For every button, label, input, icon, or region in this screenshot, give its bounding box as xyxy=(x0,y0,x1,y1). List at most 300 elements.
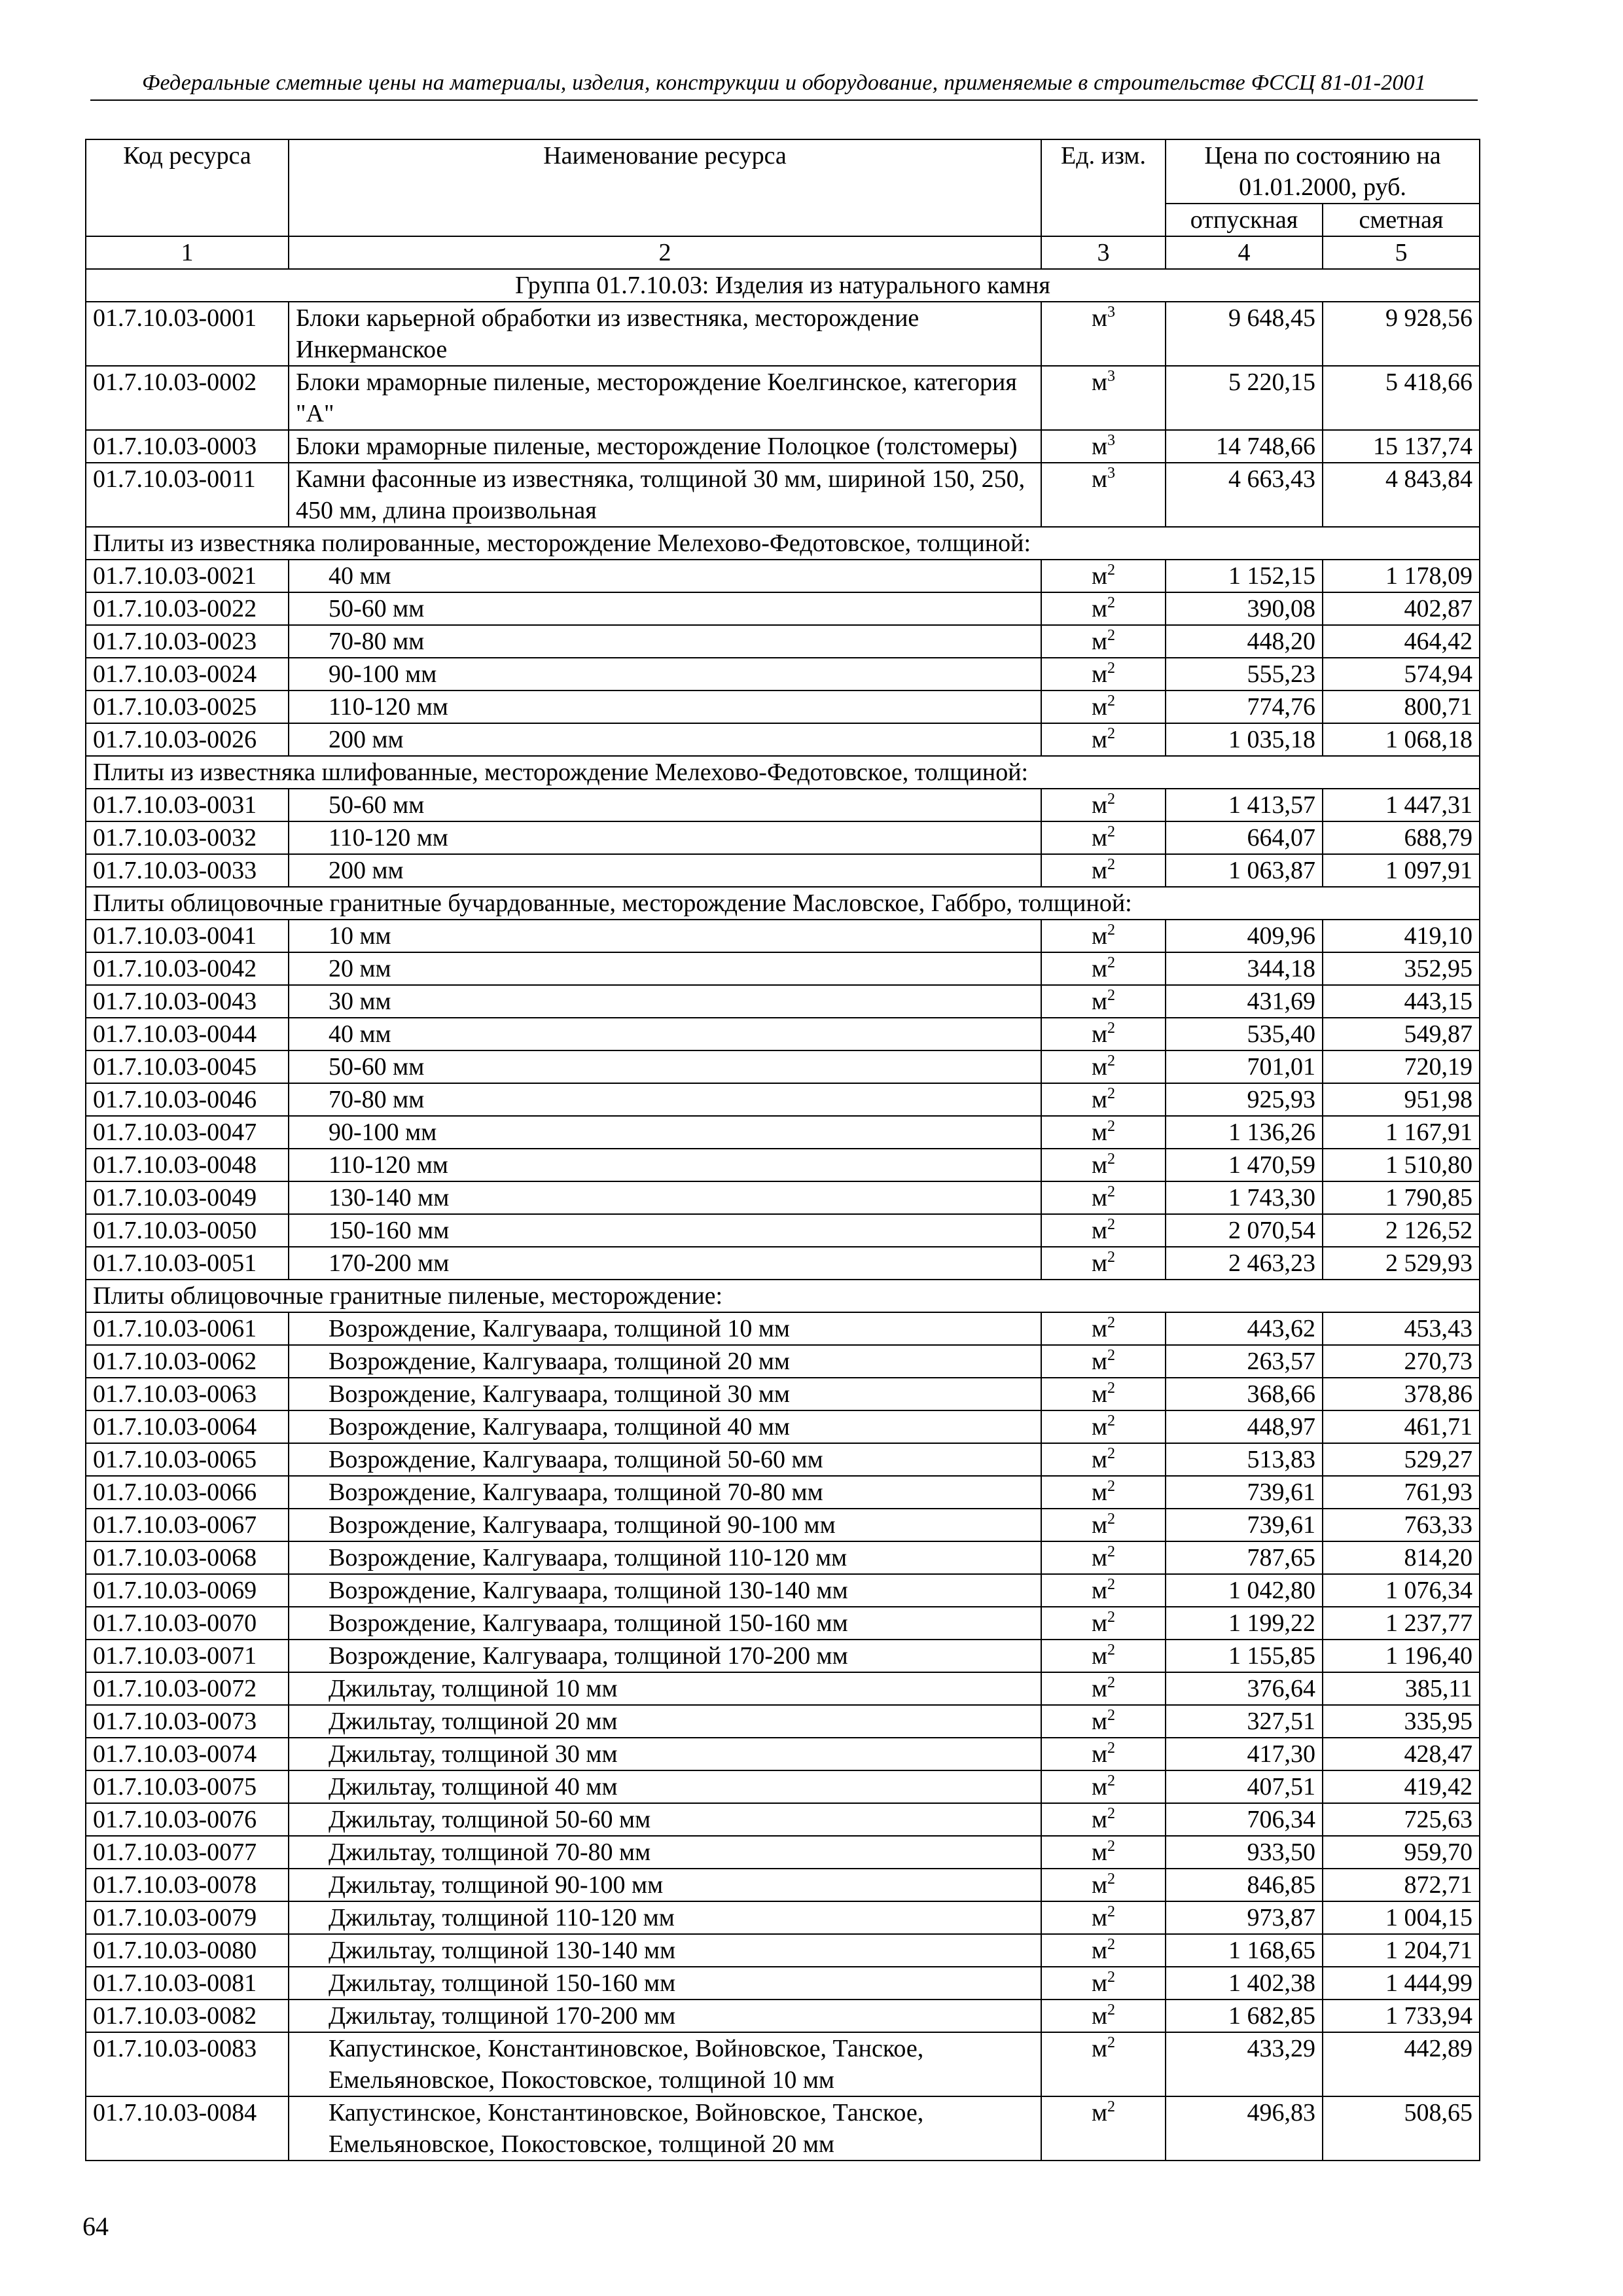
estimate-price: 1 097,91 xyxy=(1323,854,1480,887)
table-row xyxy=(86,1803,1480,1836)
unit-cell xyxy=(1041,1050,1166,1083)
estimate-price: 1 167,91 xyxy=(1323,1116,1480,1149)
column-number: 1 xyxy=(86,236,289,269)
unit-power: 2 xyxy=(1107,1936,1116,1953)
unit-power: 2 xyxy=(1107,725,1116,742)
estimate-price: 1 004,15 xyxy=(1323,1901,1480,1934)
table-row xyxy=(86,625,1480,658)
table-row xyxy=(86,1378,1480,1410)
table-row xyxy=(86,1770,1480,1803)
unit-cell xyxy=(1041,1967,1166,2000)
resource-code: 01.7.10.03-0048 xyxy=(86,1149,289,1181)
unit-power: 2 xyxy=(1107,692,1116,709)
resource-code: 01.7.10.03-0069 xyxy=(86,1574,289,1607)
release-price: 1 168,65 xyxy=(1166,1934,1323,1967)
resource-name: Возрождение, Калгуваара, толщиной 50-60 мм xyxy=(289,1443,1041,1476)
release-price: 739,61 xyxy=(1166,1509,1323,1541)
release-price: 739,61 xyxy=(1166,1476,1323,1509)
resource-code: 01.7.10.03-0033 xyxy=(86,854,289,887)
subgroup-label: Плиты из известняка шлифованные, месторождение Мелехово-Федотовское, толщиной: xyxy=(86,756,1480,789)
release-price: 933,50 xyxy=(1166,1836,1323,1869)
unit-power: 2 xyxy=(1107,1576,1116,1593)
unit-power: 2 xyxy=(1107,1151,1116,1168)
resource-code: 01.7.10.03-0050 xyxy=(86,1214,289,1247)
resource-name: 200 мм xyxy=(289,723,1041,756)
unit-base: м xyxy=(1091,2035,1108,2062)
table-row xyxy=(86,430,1480,463)
resource-code: 01.7.10.03-0051 xyxy=(86,1247,289,1280)
unit-cell xyxy=(1041,789,1166,821)
unit-base: м xyxy=(1091,1151,1108,1179)
unit-base: м xyxy=(1091,1708,1108,1735)
table-row xyxy=(86,1181,1480,1214)
release-price: 327,51 xyxy=(1166,1705,1323,1738)
unit-base: м xyxy=(1091,1577,1108,1604)
resource-code: 01.7.10.03-0084 xyxy=(86,2096,289,2161)
unit-power: 2 xyxy=(1107,1249,1116,1266)
resource-name: 50-60 мм xyxy=(289,789,1041,821)
resource-name: 130-140 мм xyxy=(289,1181,1041,1214)
estimate-price: 725,63 xyxy=(1323,1803,1480,1836)
table-row xyxy=(86,1050,1480,1083)
estimate-price: 763,33 xyxy=(1323,1509,1480,1541)
resource-name: Капустинское, Константиновское, Войновское, Танское, Емельяновское, Покостовское, толщиной 10 мм xyxy=(289,2032,1041,2096)
unit-base: м xyxy=(1091,368,1108,396)
unit-power: 2 xyxy=(1107,1707,1116,1724)
unit-cell xyxy=(1041,560,1166,592)
column-number: 4 xyxy=(1166,236,1323,269)
column-number: 3 xyxy=(1041,236,1166,269)
unit-power: 2 xyxy=(1107,1641,1116,1659)
estimate-price: 1 733,94 xyxy=(1323,2000,1480,2032)
resource-name: Возрождение, Калгуваара, толщиной 130-140 мм xyxy=(289,1574,1041,1607)
estimate-price: 5 418,66 xyxy=(1323,366,1480,430)
release-price: 535,40 xyxy=(1166,1018,1323,1050)
resource-code: 01.7.10.03-0001 xyxy=(86,302,289,366)
unit-base: м xyxy=(1091,1904,1108,1931)
unit-base: м xyxy=(1091,1969,1108,1997)
table-row xyxy=(86,1443,1480,1476)
table-row xyxy=(86,1541,1480,1574)
resource-name: Возрождение, Калгуваара, толщиной 70-80 мм xyxy=(289,1476,1041,1509)
release-price: 433,29 xyxy=(1166,2032,1323,2096)
resource-code: 01.7.10.03-0003 xyxy=(86,430,289,463)
estimate-price: 4 843,84 xyxy=(1323,463,1480,527)
unit-base: м xyxy=(1091,595,1108,622)
unit-cell xyxy=(1041,1640,1166,1672)
resource-name: 150-160 мм xyxy=(289,1214,1041,1247)
table-row xyxy=(86,1967,1480,2000)
release-price: 409,96 xyxy=(1166,920,1323,952)
resource-code: 01.7.10.03-0049 xyxy=(86,1181,289,1214)
unit-base: м xyxy=(1091,1217,1108,1244)
resource-code: 01.7.10.03-0083 xyxy=(86,2032,289,2096)
resource-name: 170-200 мм xyxy=(289,1247,1041,1280)
unit-power: 2 xyxy=(1107,1772,1116,1789)
resource-name: 40 мм xyxy=(289,560,1041,592)
release-price: 664,07 xyxy=(1166,821,1323,854)
subgroup-row xyxy=(86,1280,1480,1312)
subgroup-label: Плиты облицовочные гранитные пиленые, месторождение: xyxy=(86,1280,1480,1312)
table-row xyxy=(86,1214,1480,1247)
unit-cell xyxy=(1041,1443,1166,1476)
subgroup-label: Плиты облицовочные гранитные бучардованные, месторождение Масловское, Габбро, толщиной: xyxy=(86,887,1480,920)
unit-cell xyxy=(1041,1116,1166,1149)
table-row xyxy=(86,1345,1480,1378)
header-price-group xyxy=(1166,139,1480,204)
resource-code: 01.7.10.03-0023 xyxy=(86,625,289,658)
resource-code: 01.7.10.03-0063 xyxy=(86,1378,289,1410)
estimate-price: 2 529,93 xyxy=(1323,1247,1480,1280)
unit-power: 2 xyxy=(1107,1216,1116,1233)
table-row xyxy=(86,560,1480,592)
release-price: 263,57 xyxy=(1166,1345,1323,1378)
resource-code: 01.7.10.03-0042 xyxy=(86,952,289,985)
unit-power: 2 xyxy=(1107,2001,1116,2018)
estimate-price: 688,79 xyxy=(1323,821,1480,854)
table-row xyxy=(86,592,1480,625)
unit-base: м xyxy=(1091,2002,1108,2030)
header-estimate: сметная xyxy=(1323,204,1480,236)
unit-base: м xyxy=(1091,1446,1108,1473)
resource-name: 110-120 мм xyxy=(289,821,1041,854)
release-price: 1 199,22 xyxy=(1166,1607,1323,1640)
unit-base: м xyxy=(1091,955,1108,982)
unit-power: 2 xyxy=(1107,823,1116,840)
subgroup-label: Плиты из известняка полированные, месторождение Мелехово-Федотовское, толщиной: xyxy=(86,527,1480,560)
resource-name: Джильтау, толщиной 40 мм xyxy=(289,1770,1041,1803)
estimate-price: 378,86 xyxy=(1323,1378,1480,1410)
table-row xyxy=(86,854,1480,887)
unit-power: 2 xyxy=(1107,1085,1116,1102)
release-price: 701,01 xyxy=(1166,1050,1323,1083)
table-row xyxy=(86,1640,1480,1672)
unit-power: 2 xyxy=(1107,1314,1116,1331)
release-price: 1 682,85 xyxy=(1166,2000,1323,2032)
unit-base: м xyxy=(1091,922,1108,950)
unit-cell xyxy=(1041,1574,1166,1607)
resource-name: Блоки мраморные пиленые, месторождение Коелгинское, категория "А" xyxy=(289,366,1041,430)
unit-power: 2 xyxy=(1107,562,1116,579)
unit-cell xyxy=(1041,1345,1166,1378)
unit-power: 2 xyxy=(1107,1838,1116,1855)
estimate-price: 352,95 xyxy=(1323,952,1480,985)
unit-base: м xyxy=(1091,1119,1108,1146)
table-row xyxy=(86,920,1480,952)
table-row xyxy=(86,1247,1480,1280)
unit-cell xyxy=(1041,1509,1166,1541)
resource-name: 200 мм xyxy=(289,854,1041,887)
estimate-price: 1 510,80 xyxy=(1323,1149,1480,1181)
header-release: отпускная xyxy=(1166,204,1323,236)
unit-cell xyxy=(1041,821,1166,854)
resource-name: 20 мм xyxy=(289,952,1041,985)
resource-code: 01.7.10.03-0079 xyxy=(86,1901,289,1934)
unit-power: 2 xyxy=(1107,1380,1116,1397)
resource-code: 01.7.10.03-0024 xyxy=(86,658,289,691)
resource-name: 50-60 мм xyxy=(289,592,1041,625)
table-row xyxy=(86,1607,1480,1640)
table-row xyxy=(86,1083,1480,1116)
table-row xyxy=(86,302,1480,366)
resource-name: Камни фасонные из известняка, толщиной 30 мм, шириной 150, 250, 450 мм, длина произвольная xyxy=(289,463,1041,527)
resource-code: 01.7.10.03-0041 xyxy=(86,920,289,952)
estimate-price: 419,10 xyxy=(1323,920,1480,952)
unit-cell xyxy=(1041,1738,1166,1770)
unit-base: м xyxy=(1091,2099,1108,2126)
unit-cell xyxy=(1041,366,1166,430)
resource-code: 01.7.10.03-0031 xyxy=(86,789,289,821)
estimate-price: 1 178,09 xyxy=(1323,560,1480,592)
release-price: 443,62 xyxy=(1166,1312,1323,1345)
release-price: 344,18 xyxy=(1166,952,1323,985)
estimate-price: 461,71 xyxy=(1323,1410,1480,1443)
estimate-price: 1 444,99 xyxy=(1323,1967,1480,2000)
unit-power: 3 xyxy=(1107,368,1116,385)
resource-name: Возрождение, Калгуваара, толщиной 30 мм xyxy=(289,1378,1041,1410)
unit-cell xyxy=(1041,1836,1166,1869)
table-row xyxy=(86,1312,1480,1345)
running-header: Федеральные сметные цены на материалы, изделия, конструкции и оборудование, применяемые в строительстве ФССЦ 81-01-2001 xyxy=(90,71,1478,101)
unit-power: 2 xyxy=(1107,1118,1116,1135)
unit-base: м xyxy=(1091,791,1108,819)
unit-power: 2 xyxy=(1107,856,1116,873)
release-price: 14 748,66 xyxy=(1166,430,1323,463)
estimate-price: 443,15 xyxy=(1323,985,1480,1018)
estimate-price: 385,11 xyxy=(1323,1672,1480,1705)
unit-cell xyxy=(1041,1312,1166,1345)
unit-base: м xyxy=(1091,1871,1108,1899)
resource-code: 01.7.10.03-0032 xyxy=(86,821,289,854)
resource-name: 70-80 мм xyxy=(289,625,1041,658)
subgroup-row xyxy=(86,887,1480,920)
release-price: 555,23 xyxy=(1166,658,1323,691)
estimate-price: 720,19 xyxy=(1323,1050,1480,1083)
unit-power: 2 xyxy=(1107,1871,1116,1888)
resource-name: Джильтау, толщиной 150-160 мм xyxy=(289,1967,1041,2000)
unit-cell xyxy=(1041,1869,1166,1901)
release-price: 448,97 xyxy=(1166,1410,1323,1443)
table-row xyxy=(86,1672,1480,1705)
table-row xyxy=(86,1869,1480,1901)
unit-power: 2 xyxy=(1107,1445,1116,1462)
unit-cell xyxy=(1041,1149,1166,1181)
unit-cell xyxy=(1041,1803,1166,1836)
table-row xyxy=(86,789,1480,821)
unit-cell xyxy=(1041,2096,1166,2161)
resource-code: 01.7.10.03-0025 xyxy=(86,691,289,723)
header-unit: Ед. изм. xyxy=(1041,139,1166,236)
release-price: 1 152,15 xyxy=(1166,560,1323,592)
resource-name: Джильтау, толщиной 50-60 мм xyxy=(289,1803,1041,1836)
header-price-line1: Цена по состоянию на xyxy=(1204,142,1441,170)
resource-name: 50-60 мм xyxy=(289,1050,1041,1083)
resource-name: Возрождение, Калгуваара, толщиной 170-200 мм xyxy=(289,1640,1041,1672)
resource-code: 01.7.10.03-0062 xyxy=(86,1345,289,1378)
release-price: 1 155,85 xyxy=(1166,1640,1323,1672)
unit-power: 2 xyxy=(1107,954,1116,971)
estimate-price: 419,42 xyxy=(1323,1770,1480,1803)
unit-base: м xyxy=(1091,1937,1108,1964)
unit-cell xyxy=(1041,723,1166,756)
resource-code: 01.7.10.03-0078 xyxy=(86,1869,289,1901)
resource-name: Возрождение, Калгуваара, толщиной 110-120 мм xyxy=(289,1541,1041,1574)
resource-code: 01.7.10.03-0061 xyxy=(86,1312,289,1345)
unit-cell xyxy=(1041,1672,1166,1705)
unit-cell xyxy=(1041,658,1166,691)
resource-name: Возрождение, Калгуваара, толщиной 10 мм xyxy=(289,1312,1041,1345)
estimate-price: 549,87 xyxy=(1323,1018,1480,1050)
unit-cell xyxy=(1041,985,1166,1018)
unit-cell xyxy=(1041,1247,1166,1280)
release-price: 1 063,87 xyxy=(1166,854,1323,887)
unit-cell xyxy=(1041,1214,1166,1247)
resource-name: 30 мм xyxy=(289,985,1041,1018)
estimate-price: 872,71 xyxy=(1323,1869,1480,1901)
resource-name: 110-120 мм xyxy=(289,1149,1041,1181)
resource-name: Джильтау, толщиной 90-100 мм xyxy=(289,1869,1041,1901)
resource-name: Блоки карьерной обработки из известняка, месторождение Инкерманское xyxy=(289,302,1041,366)
estimate-price: 529,27 xyxy=(1323,1443,1480,1476)
resource-name: 90-100 мм xyxy=(289,1116,1041,1149)
unit-power: 2 xyxy=(1107,1674,1116,1691)
unit-power: 2 xyxy=(1107,1543,1116,1560)
unit-cell xyxy=(1041,2000,1166,2032)
price-table xyxy=(85,139,1480,2161)
resource-name: 10 мм xyxy=(289,920,1041,952)
unit-base: м xyxy=(1091,628,1108,655)
release-price: 706,34 xyxy=(1166,1803,1323,1836)
release-price: 846,85 xyxy=(1166,1869,1323,1901)
resource-name: Возрождение, Калгуваара, толщиной 40 мм xyxy=(289,1410,1041,1443)
page-number: 64 xyxy=(82,2212,109,2241)
resource-code: 01.7.10.03-0044 xyxy=(86,1018,289,1050)
release-price: 513,83 xyxy=(1166,1443,1323,1476)
resource-name: 40 мм xyxy=(289,1018,1041,1050)
unit-cell xyxy=(1041,1181,1166,1214)
estimate-price: 959,70 xyxy=(1323,1836,1480,1869)
estimate-price: 270,73 xyxy=(1323,1345,1480,1378)
table-row xyxy=(86,366,1480,430)
unit-power: 2 xyxy=(1107,1609,1116,1626)
resource-name: Возрождение, Калгуваара, толщиной 20 мм xyxy=(289,1345,1041,1378)
header-code: Код ресурса xyxy=(86,139,289,236)
table-row xyxy=(86,985,1480,1018)
release-price: 1 136,26 xyxy=(1166,1116,1323,1149)
release-price: 774,76 xyxy=(1166,691,1323,723)
resource-code: 01.7.10.03-0074 xyxy=(86,1738,289,1770)
table-row xyxy=(86,1149,1480,1181)
unit-base: м xyxy=(1091,304,1108,332)
table-row xyxy=(86,821,1480,854)
estimate-price: 814,20 xyxy=(1323,1541,1480,1574)
release-price: 787,65 xyxy=(1166,1541,1323,1574)
estimate-price: 1 068,18 xyxy=(1323,723,1480,756)
estimate-price: 1 237,77 xyxy=(1323,1607,1480,1640)
estimate-price: 428,47 xyxy=(1323,1738,1480,1770)
resource-code: 01.7.10.03-0082 xyxy=(86,2000,289,2032)
resource-name: Джильтау, толщиной 110-120 мм xyxy=(289,1901,1041,1934)
estimate-price: 442,89 xyxy=(1323,2032,1480,2096)
estimate-price: 1 196,40 xyxy=(1323,1640,1480,1672)
column-number: 5 xyxy=(1323,236,1480,269)
unit-cell xyxy=(1041,1934,1166,1967)
unit-base: м xyxy=(1091,660,1108,688)
estimate-price: 508,65 xyxy=(1323,2096,1480,2161)
unit-base: м xyxy=(1091,1675,1108,1702)
resource-code: 01.7.10.03-0022 xyxy=(86,592,289,625)
release-price: 1 402,38 xyxy=(1166,1967,1323,2000)
resource-code: 01.7.10.03-0043 xyxy=(86,985,289,1018)
estimate-price: 574,94 xyxy=(1323,658,1480,691)
unit-base: м xyxy=(1091,857,1108,884)
unit-base: м xyxy=(1091,1249,1108,1277)
unit-power: 2 xyxy=(1107,1412,1116,1429)
release-price: 368,66 xyxy=(1166,1378,1323,1410)
table-row xyxy=(86,463,1480,527)
unit-cell xyxy=(1041,1018,1166,1050)
unit-cell xyxy=(1041,463,1166,527)
table-row xyxy=(86,1705,1480,1738)
release-price: 2 070,54 xyxy=(1166,1214,1323,1247)
resource-code: 01.7.10.03-0068 xyxy=(86,1541,289,1574)
resource-code: 01.7.10.03-0072 xyxy=(86,1672,289,1705)
unit-cell xyxy=(1041,854,1166,887)
unit-power: 2 xyxy=(1107,1903,1116,1920)
release-price: 417,30 xyxy=(1166,1738,1323,1770)
unit-power: 2 xyxy=(1107,1183,1116,1200)
unit-base: м xyxy=(1091,433,1108,460)
resource-code: 01.7.10.03-0076 xyxy=(86,1803,289,1836)
unit-cell xyxy=(1041,592,1166,625)
unit-power: 2 xyxy=(1107,1969,1116,1986)
resource-code: 01.7.10.03-0066 xyxy=(86,1476,289,1509)
table-row xyxy=(86,2096,1480,2161)
estimate-price: 761,93 xyxy=(1323,1476,1480,1509)
header-name: Наименование ресурса xyxy=(289,139,1041,236)
unit-base: м xyxy=(1091,1020,1108,1048)
table-row xyxy=(86,1738,1480,1770)
unit-cell xyxy=(1041,1541,1166,1574)
table-row xyxy=(86,1116,1480,1149)
table-row xyxy=(86,691,1480,723)
release-price: 973,87 xyxy=(1166,1901,1323,1934)
table-row xyxy=(86,1410,1480,1443)
table-row xyxy=(86,2000,1480,2032)
release-price: 1 413,57 xyxy=(1166,789,1323,821)
resource-code: 01.7.10.03-0070 xyxy=(86,1607,289,1640)
unit-cell xyxy=(1041,1607,1166,1640)
release-price: 1 035,18 xyxy=(1166,723,1323,756)
unit-cell xyxy=(1041,691,1166,723)
resource-name: Джильтау, толщиной 10 мм xyxy=(289,1672,1041,1705)
resource-name: Возрождение, Калгуваара, толщиной 150-160 мм xyxy=(289,1607,1041,1640)
column-number: 2 xyxy=(289,236,1041,269)
unit-base: м xyxy=(1091,1315,1108,1342)
unit-power: 2 xyxy=(1107,1511,1116,1528)
unit-base: м xyxy=(1091,465,1108,493)
unit-cell xyxy=(1041,952,1166,985)
table-row xyxy=(86,1901,1480,1934)
group-title: Группа 01.7.10.03: Изделия из натурального камня xyxy=(86,269,1480,302)
unit-base: м xyxy=(1091,988,1108,1015)
release-price: 496,83 xyxy=(1166,2096,1323,2161)
estimate-price: 1 790,85 xyxy=(1323,1181,1480,1214)
subgroup-row xyxy=(86,527,1480,560)
unit-power: 2 xyxy=(1107,594,1116,611)
unit-cell xyxy=(1041,430,1166,463)
estimate-price: 9 928,56 xyxy=(1323,302,1480,366)
